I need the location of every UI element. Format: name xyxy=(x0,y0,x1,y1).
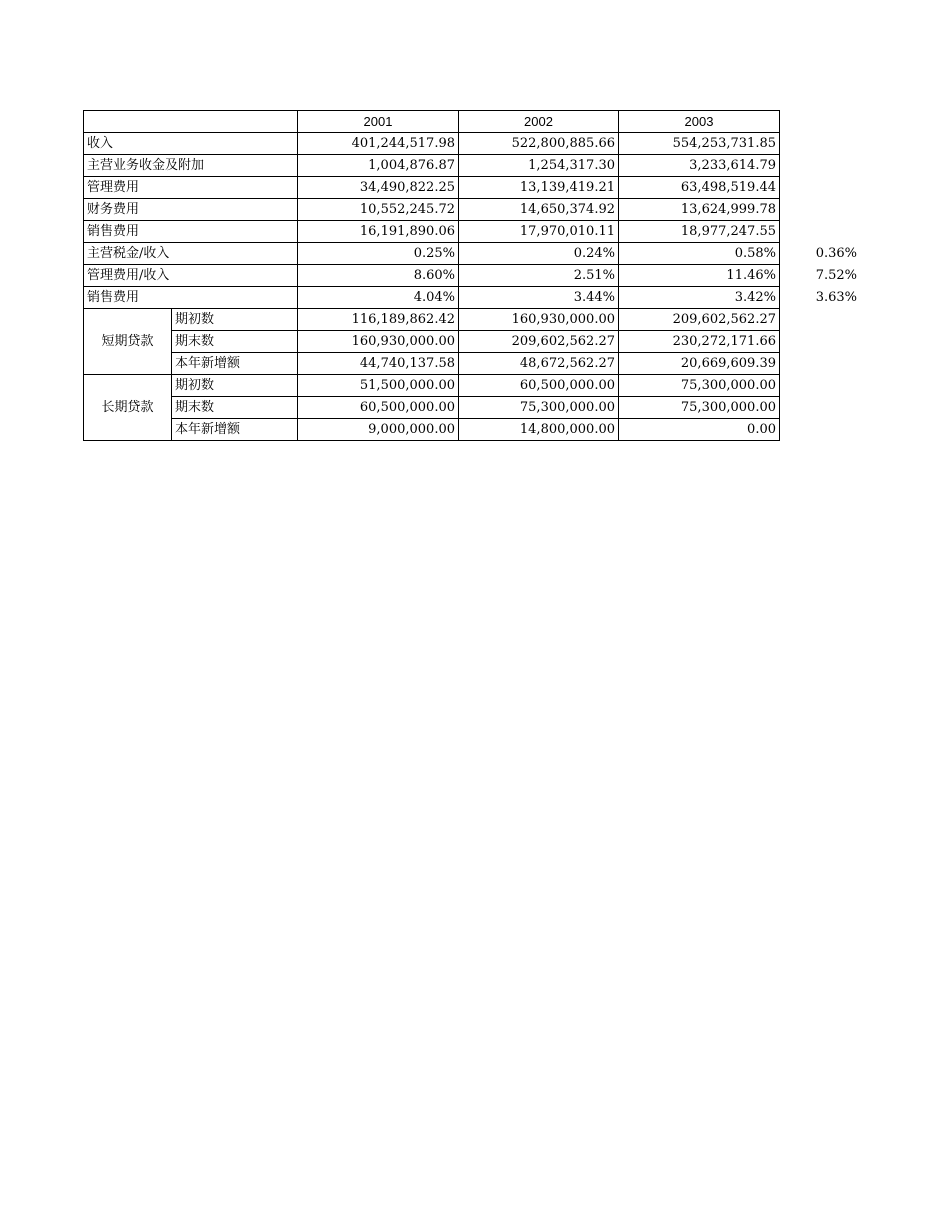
ratio-row xyxy=(84,243,861,265)
value-cell: 116,189,862.42 xyxy=(298,309,459,331)
value-cell: 160,930,000.00 xyxy=(459,309,619,331)
value-cell: 10,552,245.72 xyxy=(298,199,459,221)
row-label: 本年新增额 xyxy=(172,353,298,375)
header-row xyxy=(84,111,861,133)
value-cell: 20,669,609.39 xyxy=(619,353,780,375)
value-cell: 75,300,000.00 xyxy=(459,397,619,419)
table-row xyxy=(84,331,861,353)
ratio-cell: 11.46% xyxy=(619,265,780,287)
value-cell: 34,490,822.25 xyxy=(298,177,459,199)
year-header: 2001 xyxy=(298,111,459,133)
value-cell: 13,624,999.78 xyxy=(619,199,780,221)
value-cell: 13,139,419.21 xyxy=(459,177,619,199)
value-cell: 230,272,171.66 xyxy=(619,331,780,353)
ratio-average: 7.52% xyxy=(815,268,857,283)
ratio-cell: 0.58% xyxy=(619,243,780,265)
row-label: 主营业务收金及附加 xyxy=(84,155,298,177)
value-cell: 1,004,876.87 xyxy=(298,155,459,177)
value-cell: 14,650,374.92 xyxy=(459,199,619,221)
year-header: 2002 xyxy=(459,111,619,133)
value-cell: 0.00 xyxy=(619,419,780,441)
row-label: 管理费用/收入 xyxy=(84,265,298,287)
ratio-cell: 4.04% xyxy=(298,287,459,309)
row-label: 管理费用 xyxy=(84,177,298,199)
header-blank-cell xyxy=(84,111,298,133)
value-cell: 160,930,000.00 xyxy=(298,331,459,353)
value-cell: 9,000,000.00 xyxy=(298,419,459,441)
financial-table xyxy=(83,110,861,441)
value-cell: 75,300,000.00 xyxy=(619,375,780,397)
table-row xyxy=(84,133,861,155)
row-label: 销售费用 xyxy=(84,287,298,309)
value-cell: 48,672,562.27 xyxy=(459,353,619,375)
value-cell: 209,602,562.27 xyxy=(459,331,619,353)
long-term-loans-label: 长期贷款 xyxy=(84,375,172,441)
value-cell: 75,300,000.00 xyxy=(619,397,780,419)
row-label: 期初数 xyxy=(172,375,298,397)
value-cell: 401,244,517.98 xyxy=(298,133,459,155)
row-label: 销售费用 xyxy=(84,221,298,243)
ratio-cell: 2.51% xyxy=(459,265,619,287)
year-header: 2003 xyxy=(619,111,780,133)
ratio-average: 3.63% xyxy=(815,290,857,305)
row-label: 期末数 xyxy=(172,331,298,353)
value-cell: 14,800,000.00 xyxy=(459,419,619,441)
ratio-average: 0.36% xyxy=(815,246,857,261)
table-row xyxy=(84,155,861,177)
value-cell: 1,254,317.30 xyxy=(459,155,619,177)
table-row xyxy=(84,177,861,199)
row-label: 期末数 xyxy=(172,397,298,419)
value-cell: 16,191,890.06 xyxy=(298,221,459,243)
ratio-cell: 3.44% xyxy=(459,287,619,309)
table-row xyxy=(84,199,861,221)
value-cell: 554,253,731.85 xyxy=(619,133,780,155)
value-cell: 51,500,000.00 xyxy=(298,375,459,397)
value-cell: 209,602,562.27 xyxy=(619,309,780,331)
value-cell: 44,740,137.58 xyxy=(298,353,459,375)
short-term-loans-label: 短期贷款 xyxy=(84,309,172,375)
table-row xyxy=(84,221,861,243)
table-row xyxy=(84,309,861,331)
value-cell: 60,500,000.00 xyxy=(459,375,619,397)
ratio-cell: 0.24% xyxy=(459,243,619,265)
ratio-cell: 3.42% xyxy=(619,287,780,309)
value-cell: 3,233,614.79 xyxy=(619,155,780,177)
ratio-row xyxy=(84,287,861,309)
value-cell: 18,977,247.55 xyxy=(619,221,780,243)
ratio-cell: 8.60% xyxy=(298,265,459,287)
value-cell: 60,500,000.00 xyxy=(298,397,459,419)
value-cell: 17,970,010.11 xyxy=(459,221,619,243)
row-label: 本年新增额 xyxy=(172,419,298,441)
row-label: 主营税金/收入 xyxy=(84,243,298,265)
table-row xyxy=(84,397,861,419)
row-label: 财务费用 xyxy=(84,199,298,221)
row-label: 期初数 xyxy=(172,309,298,331)
row-label: 收入 xyxy=(84,133,298,155)
ratio-cell: 0.25% xyxy=(298,243,459,265)
table-row xyxy=(84,353,861,375)
table-row xyxy=(84,375,861,397)
table-row xyxy=(84,419,861,441)
value-cell: 522,800,885.66 xyxy=(459,133,619,155)
ratio-row xyxy=(84,265,861,287)
value-cell: 63,498,519.44 xyxy=(619,177,780,199)
